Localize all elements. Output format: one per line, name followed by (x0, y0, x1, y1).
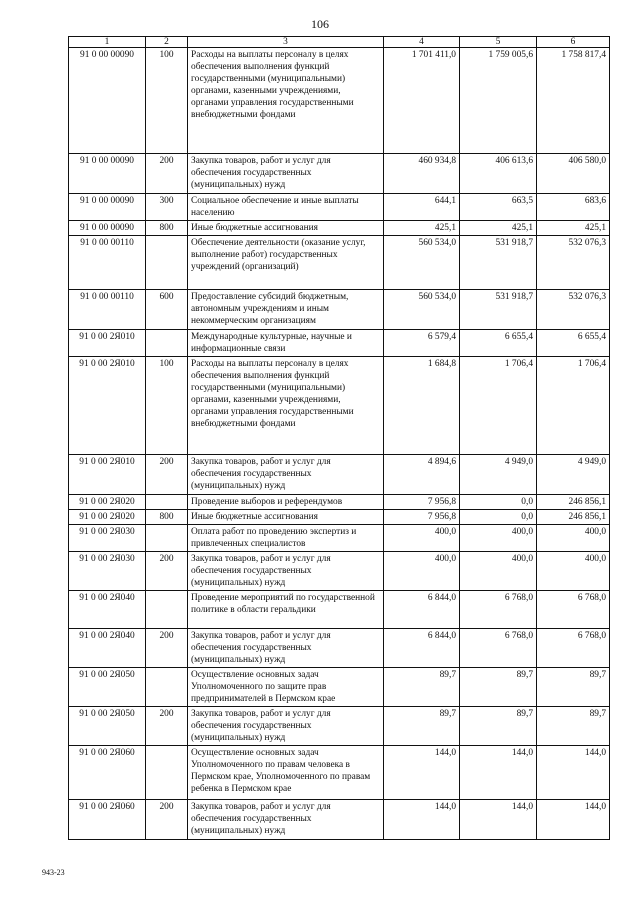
row-year-1: 4 894,6 (384, 455, 460, 495)
row-year-3: 406 580,0 (537, 154, 610, 194)
table-row (69, 357, 610, 455)
header-row (69, 37, 610, 48)
table-row (69, 221, 610, 236)
row-code: 91 0 00 2Я020 (69, 510, 146, 525)
row-year-2: 531 918,7 (460, 236, 537, 290)
row-year-3: 532 076,3 (537, 290, 610, 330)
row-year-2: 425,1 (460, 221, 537, 236)
row-name: Закупка товаров, работ и услуг для обеспечения государственных (муниципальных) нужд (188, 552, 384, 591)
row-name: Закупка товаров, работ и услуг для обеспечения государственных (муниципальных) нужд (188, 800, 384, 840)
table-row (69, 290, 610, 330)
header-col-5: 5 (460, 37, 537, 48)
row-year-2: 144,0 (460, 800, 537, 840)
row-year-2: 663,5 (460, 194, 537, 221)
row-name: Расходы на выплаты персоналу в целях обеспечения выполнения функций государственными (муниципальными) органами, казенными учреждениями, органами управления государственными внебюджетными фондами (188, 48, 384, 154)
table-row (69, 629, 610, 668)
row-code: 91 0 00 2Я040 (69, 629, 146, 668)
header-col-3: 3 (188, 37, 384, 48)
row-code: 91 0 00 2Я040 (69, 591, 146, 629)
row-year-2: 1 706,4 (460, 357, 537, 455)
row-year-3: 400,0 (537, 552, 610, 591)
row-year-2: 531 918,7 (460, 290, 537, 330)
row-code: 91 0 00 00110 (69, 236, 146, 290)
row-code: 91 0 00 00110 (69, 290, 146, 330)
row-year-2: 1 759 005,6 (460, 48, 537, 154)
row-year-2: 144,0 (460, 746, 537, 800)
row-expense-type: 200 (146, 154, 188, 194)
row-year-2: 6 768,0 (460, 591, 537, 629)
row-year-3: 246 856,1 (537, 495, 610, 510)
row-name: Иные бюджетные ассигнования (188, 221, 384, 236)
row-year-2: 89,7 (460, 707, 537, 746)
row-code: 91 0 00 2Я010 (69, 357, 146, 455)
row-year-3: 4 949,0 (537, 455, 610, 495)
table-row (69, 591, 610, 629)
row-expense-type: 800 (146, 221, 188, 236)
row-year-2: 400,0 (460, 525, 537, 552)
row-year-3: 1 758 817,4 (537, 48, 610, 154)
row-expense-type: 200 (146, 707, 188, 746)
table-row (69, 746, 610, 800)
row-code: 91 0 00 00090 (69, 221, 146, 236)
row-expense-type: 200 (146, 800, 188, 840)
row-year-3: 144,0 (537, 800, 610, 840)
row-expense-type (146, 495, 188, 510)
row-year-1: 6 844,0 (384, 629, 460, 668)
row-year-3: 246 856,1 (537, 510, 610, 525)
row-year-3: 425,1 (537, 221, 610, 236)
table-row (69, 194, 610, 221)
row-expense-type: 200 (146, 455, 188, 495)
row-name: Социальное обеспечение и иные выплаты населению (188, 194, 384, 221)
row-year-1: 6 844,0 (384, 591, 460, 629)
row-expense-type (146, 668, 188, 707)
row-expense-type (146, 525, 188, 552)
header-col-6: 6 (537, 37, 610, 48)
row-year-1: 1 684,8 (384, 357, 460, 455)
row-expense-type (146, 746, 188, 800)
row-name: Осуществление основных задач Уполномоченного по защите прав предпринимателей в Пермском крае (188, 668, 384, 707)
row-code: 91 0 00 00090 (69, 154, 146, 194)
row-expense-type: 100 (146, 357, 188, 455)
row-name: Закупка товаров, работ и услуг для обеспечения государственных (муниципальных) нужд (188, 629, 384, 668)
row-year-1: 144,0 (384, 800, 460, 840)
row-expense-type (146, 330, 188, 357)
row-name: Проведение выборов и референдумов (188, 495, 384, 510)
header-col-2: 2 (146, 37, 188, 48)
row-code: 91 0 00 2Я010 (69, 330, 146, 357)
table-row (69, 552, 610, 591)
table-row (69, 800, 610, 840)
row-year-1: 425,1 (384, 221, 460, 236)
row-code: 91 0 00 2Я010 (69, 455, 146, 495)
row-year-1: 400,0 (384, 552, 460, 591)
row-year-3: 89,7 (537, 668, 610, 707)
row-year-2: 4 949,0 (460, 455, 537, 495)
table-body (69, 48, 610, 840)
row-name: Иные бюджетные ассигнования (188, 510, 384, 525)
row-year-1: 6 579,4 (384, 330, 460, 357)
row-year-1: 7 956,8 (384, 495, 460, 510)
table-row (69, 455, 610, 495)
row-year-3: 400,0 (537, 525, 610, 552)
row-expense-type: 300 (146, 194, 188, 221)
row-year-2: 0,0 (460, 510, 537, 525)
table-row (69, 707, 610, 746)
header-col-4: 4 (384, 37, 460, 48)
row-code: 91 0 00 2Я030 (69, 552, 146, 591)
row-name: Расходы на выплаты персоналу в целях обеспечения выполнения функций государственными (муниципальными) органами, казенными учреждениями, органами управления государственными внебюджетными фондами (188, 357, 384, 455)
row-year-1: 400,0 (384, 525, 460, 552)
row-year-3: 6 655,4 (537, 330, 610, 357)
row-year-2: 89,7 (460, 668, 537, 707)
table-row (69, 668, 610, 707)
header-col-1: 1 (69, 37, 146, 48)
row-name: Закупка товаров, работ и услуг для обеспечения государственных (муниципальных) нужд (188, 154, 384, 194)
row-year-3: 1 706,4 (537, 357, 610, 455)
table-row (69, 236, 610, 290)
row-code: 91 0 00 2Я050 (69, 668, 146, 707)
row-expense-type: 800 (146, 510, 188, 525)
table-row (69, 154, 610, 194)
table-row (69, 495, 610, 510)
table-row (69, 525, 610, 552)
row-year-1: 560 534,0 (384, 236, 460, 290)
row-expense-type (146, 236, 188, 290)
row-code: 91 0 00 2Я050 (69, 707, 146, 746)
row-year-1: 560 534,0 (384, 290, 460, 330)
row-expense-type: 100 (146, 48, 188, 154)
row-name: Закупка товаров, работ и услуг для обеспечения государственных (муниципальных) нужд (188, 707, 384, 746)
row-code: 91 0 00 00090 (69, 194, 146, 221)
row-name: Проведение мероприятий по государственной политике в области геральдики (188, 591, 384, 629)
row-year-1: 1 701 411,0 (384, 48, 460, 154)
row-year-3: 6 768,0 (537, 629, 610, 668)
row-code: 91 0 00 2Я020 (69, 495, 146, 510)
row-expense-type: 600 (146, 290, 188, 330)
row-year-3: 683,6 (537, 194, 610, 221)
row-name: Осуществление основных задач Уполномоченного по правам человека в Пермском крае, Уполномоченного по правам ребенка в Пермском крае (188, 746, 384, 800)
row-year-1: 144,0 (384, 746, 460, 800)
row-code: 91 0 00 2Я060 (69, 800, 146, 840)
row-year-1: 7 956,8 (384, 510, 460, 525)
row-year-1: 644,1 (384, 194, 460, 221)
row-year-1: 89,7 (384, 707, 460, 746)
row-year-3: 144,0 (537, 746, 610, 800)
row-name: Закупка товаров, работ и услуг для обеспечения государственных (муниципальных) нужд (188, 455, 384, 495)
row-code: 91 0 00 2Я030 (69, 525, 146, 552)
table-row (69, 48, 610, 154)
row-name: Оплата работ по проведению экспертиз и привлеченных специалистов (188, 525, 384, 552)
row-year-3: 532 076,3 (537, 236, 610, 290)
row-year-1: 89,7 (384, 668, 460, 707)
budget-table (68, 36, 610, 840)
row-expense-type (146, 591, 188, 629)
row-year-2: 6 655,4 (460, 330, 537, 357)
row-name: Обеспечение деятельности (оказание услуг, выполнение работ) государственных учреждений (организаций) (188, 236, 384, 290)
row-code: 91 0 00 2Я060 (69, 746, 146, 800)
table-row (69, 330, 610, 357)
row-name: Международные культурные, научные и информационные связи (188, 330, 384, 357)
row-expense-type: 200 (146, 629, 188, 668)
row-year-2: 406 613,6 (460, 154, 537, 194)
row-year-1: 460 934,8 (384, 154, 460, 194)
footer-code: 943-23 (42, 868, 65, 877)
row-year-3: 6 768,0 (537, 591, 610, 629)
row-year-2: 6 768,0 (460, 629, 537, 668)
page-number: 106 (311, 17, 329, 31)
row-year-3: 89,7 (537, 707, 610, 746)
row-name: Предоставление субсидий бюджетным, автономным учреждениям и иным некоммерческим организациям (188, 290, 384, 330)
row-code: 91 0 00 00090 (69, 48, 146, 154)
row-year-2: 400,0 (460, 552, 537, 591)
row-year-2: 0,0 (460, 495, 537, 510)
row-expense-type: 200 (146, 552, 188, 591)
table-row (69, 510, 610, 525)
